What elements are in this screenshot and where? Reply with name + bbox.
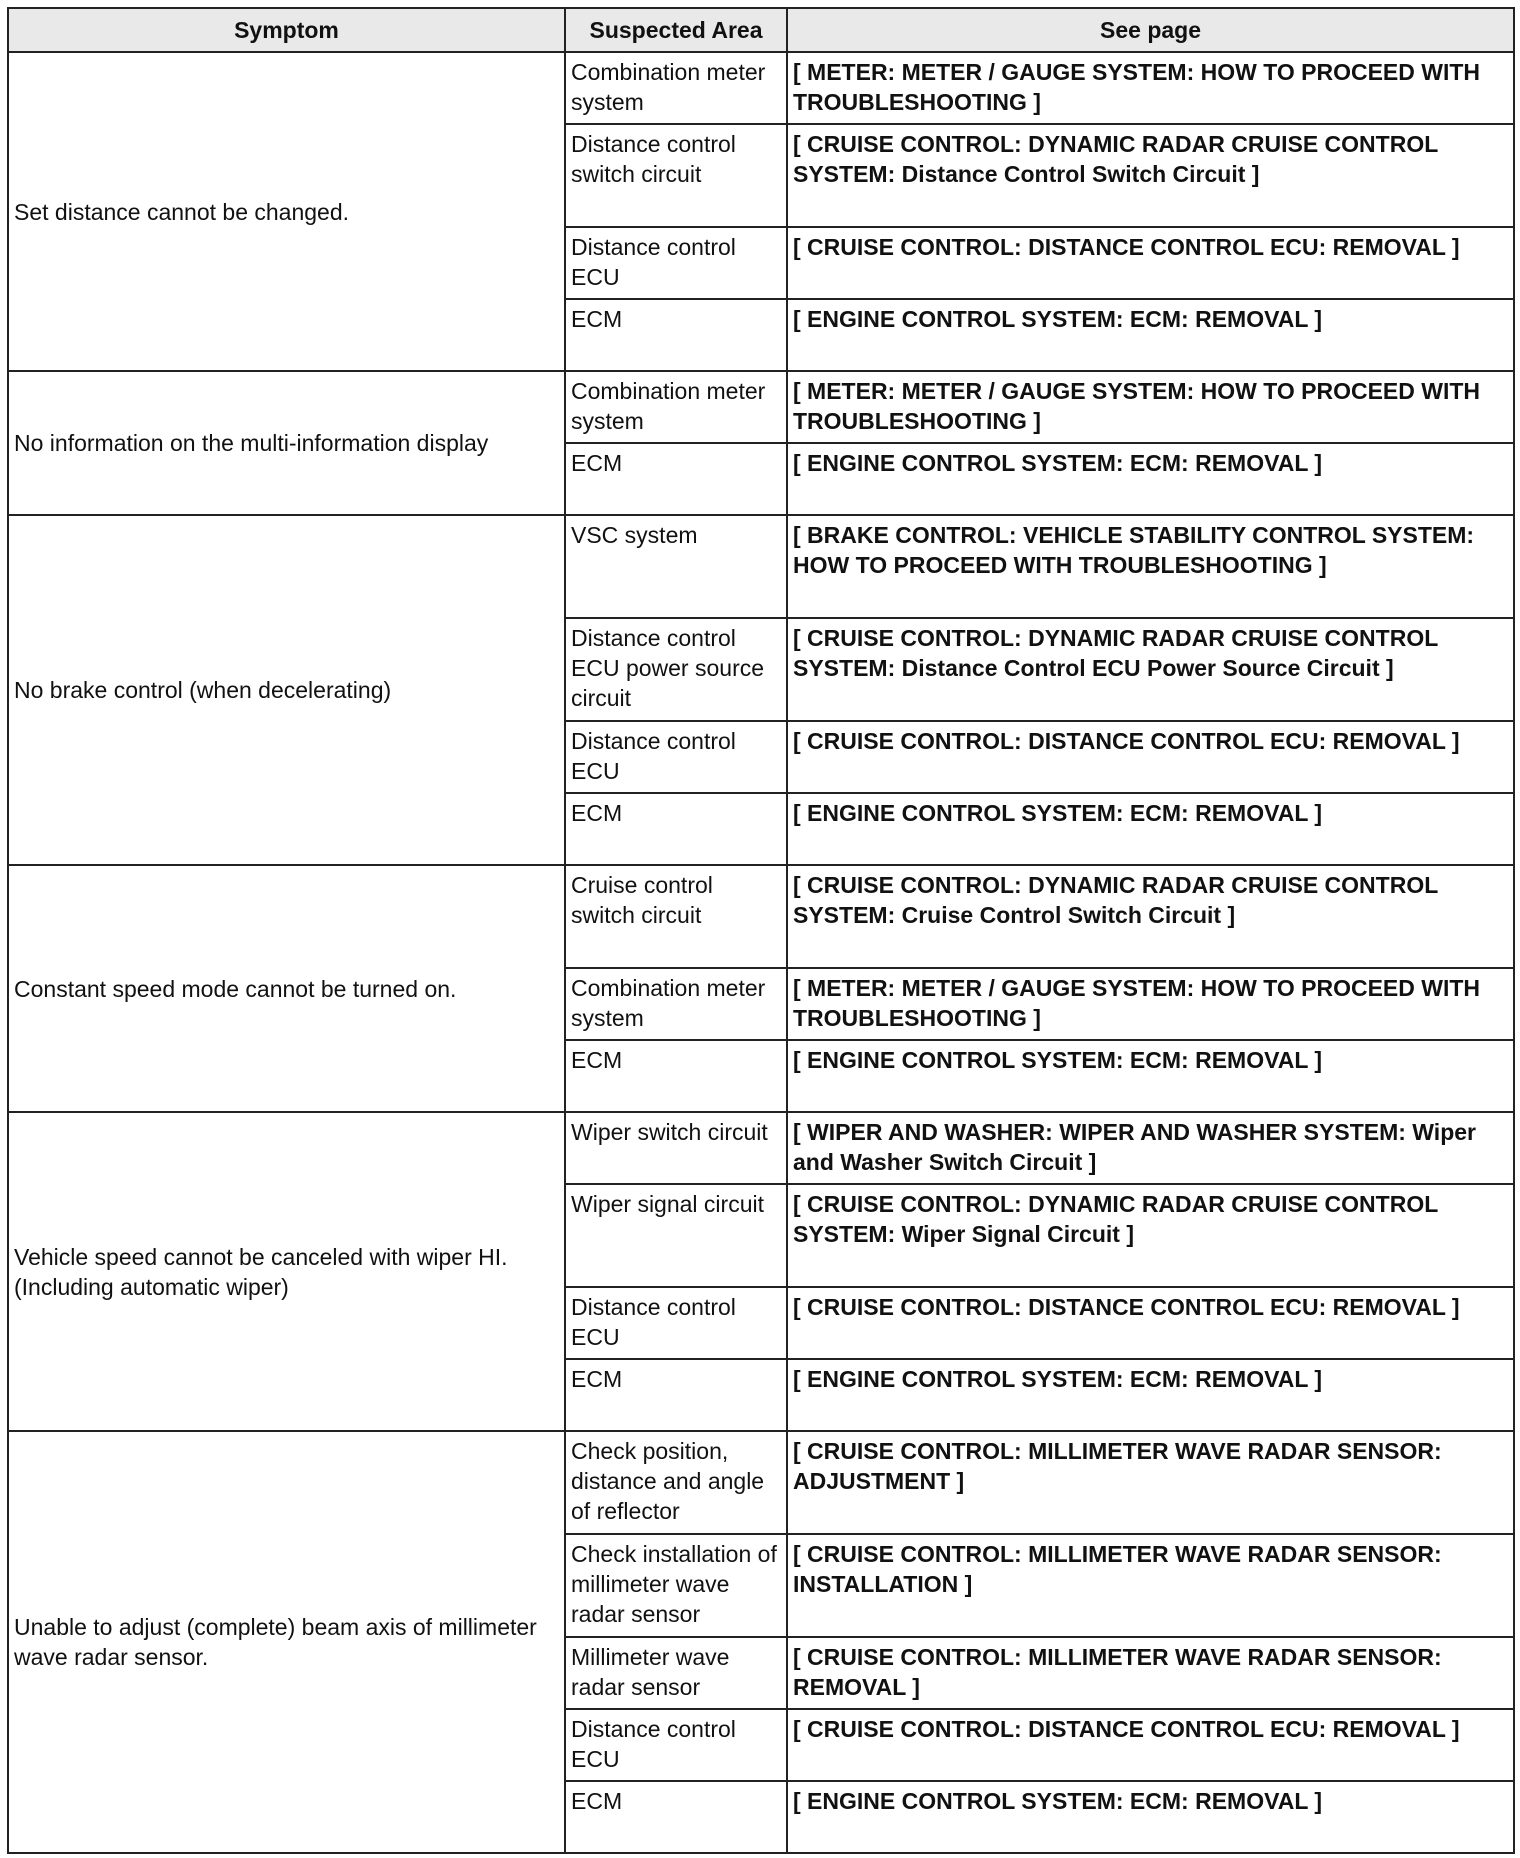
see-page-cell: [ CRUISE CONTROL: DYNAMIC RADAR CRUISE CONTROL SYSTEM: Distance Control ECU Power Source Circuit ] [787, 618, 1514, 721]
see-page-cell: [ ENGINE CONTROL SYSTEM: ECM: REMOVAL ] [787, 793, 1514, 865]
see-page-cell: [ ENGINE CONTROL SYSTEM: ECM: REMOVAL ] [787, 299, 1514, 371]
table-row [8, 865, 1514, 968]
suspected-area-cell: Combination meter system [565, 371, 787, 443]
suspected-area-cell: Wiper switch circuit [565, 1112, 787, 1184]
see-page-cell: [ CRUISE CONTROL: DISTANCE CONTROL ECU: REMOVAL ] [787, 1709, 1514, 1781]
see-page-cell: [ CRUISE CONTROL: DYNAMIC RADAR CRUISE CONTROL SYSTEM: Wiper Signal Circuit ] [787, 1184, 1514, 1287]
see-page-cell: [ CRUISE CONTROL: MILLIMETER WAVE RADAR SENSOR: ADJUSTMENT ] [787, 1431, 1514, 1534]
see-page-cell: [ METER: METER / GAUGE SYSTEM: HOW TO PROCEED WITH TROUBLESHOOTING ] [787, 968, 1514, 1040]
see-page-cell: [ METER: METER / GAUGE SYSTEM: HOW TO PROCEED WITH TROUBLESHOOTING ] [787, 52, 1514, 124]
symptom-cell: No information on the multi-information display [8, 371, 565, 515]
table-row [8, 371, 1514, 443]
suspected-area-cell: Combination meter system [565, 52, 787, 124]
see-page-cell: [ METER: METER / GAUGE SYSTEM: HOW TO PROCEED WITH TROUBLESHOOTING ] [787, 371, 1514, 443]
symptom-cell: Unable to adjust (complete) beam axis of millimeter wave radar sensor. [8, 1431, 565, 1853]
see-page-cell: [ ENGINE CONTROL SYSTEM: ECM: REMOVAL ] [787, 443, 1514, 515]
see-page-cell: [ CRUISE CONTROL: DISTANCE CONTROL ECU: REMOVAL ] [787, 1287, 1514, 1359]
suspected-area-cell: Wiper signal circuit [565, 1184, 787, 1287]
see-page-cell: [ BRAKE CONTROL: VEHICLE STABILITY CONTROL SYSTEM: HOW TO PROCEED WITH TROUBLESHOOTING ] [787, 515, 1514, 618]
suspected-area-cell: Distance control ECU [565, 1709, 787, 1781]
suspected-area-cell: ECM [565, 443, 787, 515]
table-row [8, 1112, 1514, 1184]
suspected-area-cell: Combination meter system [565, 968, 787, 1040]
suspected-area-cell: Distance control ECU [565, 1287, 787, 1359]
suspected-area-cell: ECM [565, 299, 787, 371]
suspected-area-cell: Check position, distance and angle of reflector [565, 1431, 787, 1534]
see-page-cell: [ WIPER AND WASHER: WIPER AND WASHER SYSTEM: Wiper and Washer Switch Circuit ] [787, 1112, 1514, 1184]
suspected-area-cell: Distance control ECU [565, 721, 787, 793]
suspected-area-cell: Distance control ECU [565, 227, 787, 299]
header-row [8, 8, 1514, 52]
suspected-area-cell: Check installation of millimeter wave radar sensor [565, 1534, 787, 1637]
symptom-cell: No brake control (when decelerating) [8, 515, 565, 865]
suspected-area-cell: Distance control ECU power source circuit [565, 618, 787, 721]
see-page-cell: [ ENGINE CONTROL SYSTEM: ECM: REMOVAL ] [787, 1781, 1514, 1853]
suspected-area-cell: Millimeter wave radar sensor [565, 1637, 787, 1709]
see-page-cell: [ CRUISE CONTROL: DISTANCE CONTROL ECU: REMOVAL ] [787, 721, 1514, 793]
suspected-area-cell: ECM [565, 1359, 787, 1431]
suspected-area-cell: VSC system [565, 515, 787, 618]
suspected-area-cell: Cruise control switch circuit [565, 865, 787, 968]
table-row [8, 1431, 1514, 1534]
symptom-cell: Constant speed mode cannot be turned on. [8, 865, 565, 1112]
header-symptom: Symptom [8, 8, 565, 52]
see-page-cell: [ ENGINE CONTROL SYSTEM: ECM: REMOVAL ] [787, 1359, 1514, 1431]
table-row [8, 515, 1514, 618]
suspected-area-cell: ECM [565, 793, 787, 865]
suspected-area-cell: Distance control switch circuit [565, 124, 787, 227]
troubleshooting-table [7, 7, 1515, 1854]
symptom-cell: Set distance cannot be changed. [8, 52, 565, 371]
header-see-page: See page [787, 8, 1514, 52]
table-row [8, 52, 1514, 124]
see-page-cell: [ CRUISE CONTROL: DISTANCE CONTROL ECU: REMOVAL ] [787, 227, 1514, 299]
suspected-area-cell: ECM [565, 1781, 787, 1853]
see-page-cell: [ CRUISE CONTROL: MILLIMETER WAVE RADAR SENSOR: REMOVAL ] [787, 1637, 1514, 1709]
see-page-cell: [ CRUISE CONTROL: MILLIMETER WAVE RADAR SENSOR: INSTALLATION ] [787, 1534, 1514, 1637]
header-suspected-area: Suspected Area [565, 8, 787, 52]
see-page-cell: [ CRUISE CONTROL: DYNAMIC RADAR CRUISE CONTROL SYSTEM: Cruise Control Switch Circuit ] [787, 865, 1514, 968]
suspected-area-cell: ECM [565, 1040, 787, 1112]
symptom-cell: Vehicle speed cannot be canceled with wiper HI. (Including automatic wiper) [8, 1112, 565, 1431]
see-page-cell: [ CRUISE CONTROL: DYNAMIC RADAR CRUISE CONTROL SYSTEM: Distance Control Switch Circuit ] [787, 124, 1514, 227]
see-page-cell: [ ENGINE CONTROL SYSTEM: ECM: REMOVAL ] [787, 1040, 1514, 1112]
